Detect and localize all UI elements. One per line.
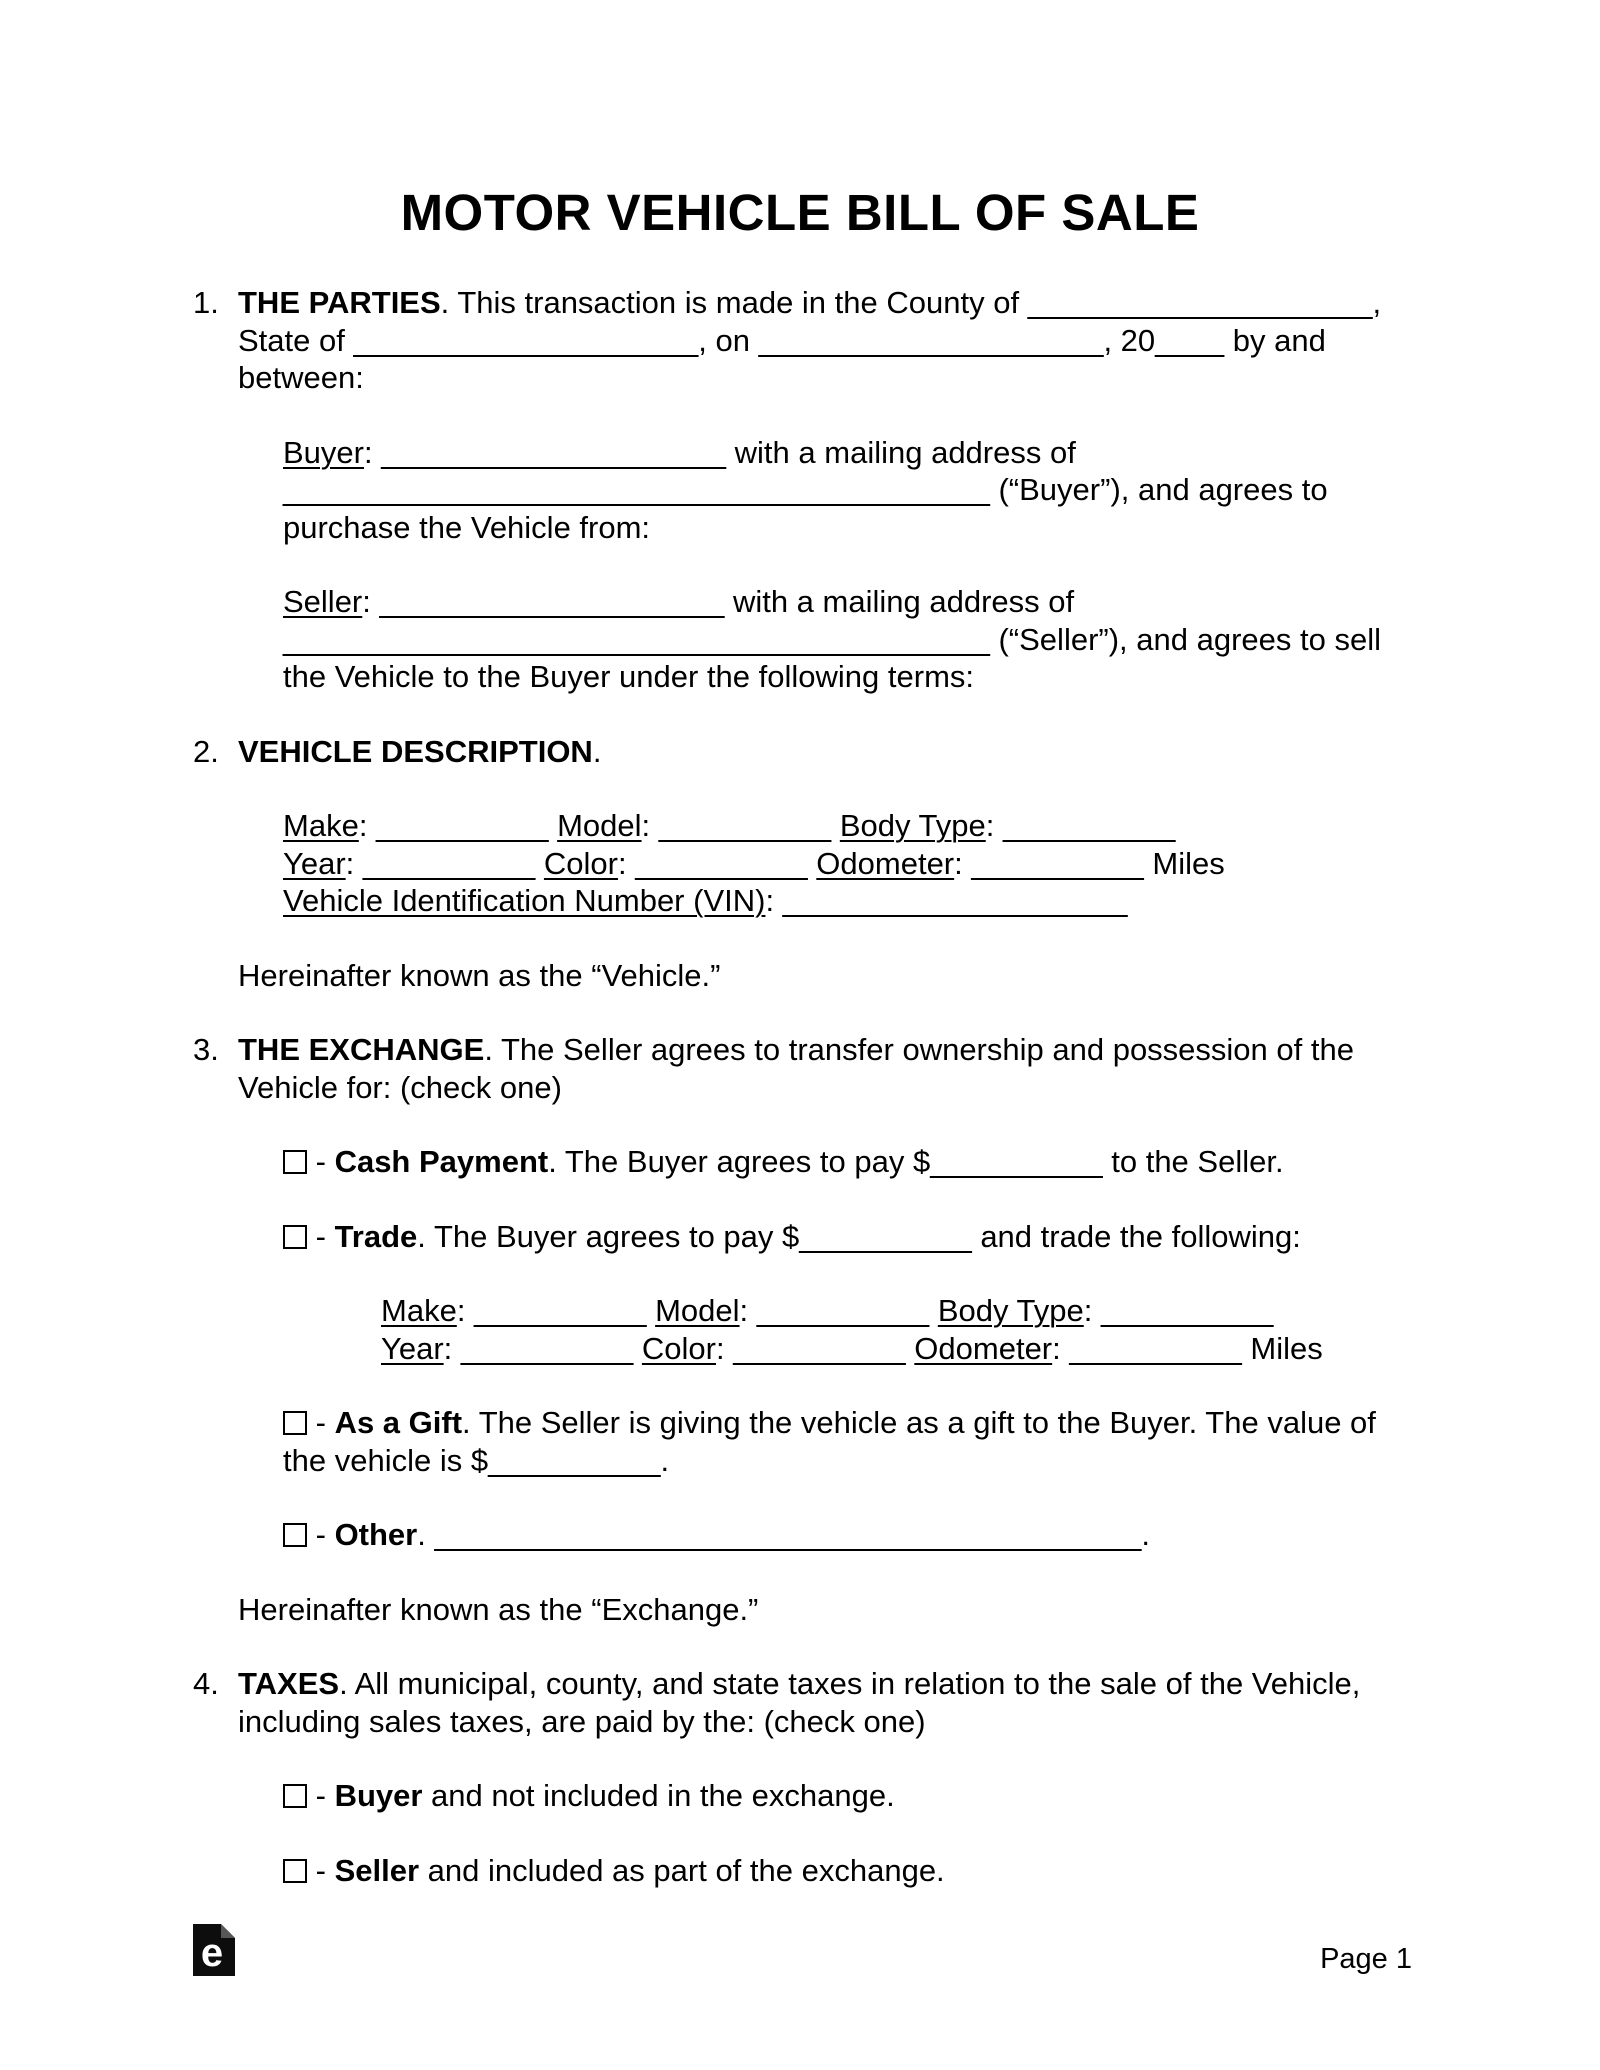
county-field[interactable]: ____________________ [1027,285,1373,320]
text-line [283,882,1412,920]
trade-body-type-label: Body Type [937,1293,1084,1328]
text-run: State of [238,322,354,358]
page-title: MOTOR VEHICLE BILL OF SALE [400,184,1200,241]
text-line [381,1292,1412,1330]
seller-name-field[interactable]: ____________________ [379,584,725,619]
text-run: with a mailing address of [724,584,1075,619]
text-run [906,1331,915,1366]
year-field[interactable]: ____ [1155,322,1225,358]
text-line [238,733,1412,771]
text-run [808,846,817,881]
trade-odometer-label: Odometer [914,1330,1053,1366]
trade-odometer-field[interactable]: __________ [1069,1330,1242,1366]
trade-option [283,1218,1412,1256]
trade-model-label: Model [655,1293,740,1328]
text-run: , [1372,285,1382,320]
text-run: : [954,845,972,881]
text-run [646,1293,655,1328]
taxes-seller-label: Seller [334,1852,420,1888]
text-run [633,1331,642,1366]
text-run: to the Seller. [1102,1144,1284,1179]
section-heading: TAXES [238,1666,340,1701]
text-run [535,846,544,881]
seller-address-field[interactable]: _________________________________________ [283,621,990,657]
trade-vehicle-fields [381,1292,1412,1367]
text-run: : [362,584,380,619]
text-run: . This transaction is made in the County of [440,285,1028,320]
make-label: Make [283,808,359,843]
hereinafter-exchange: Hereinafter known as the “Exchange.” [238,1591,759,1627]
taxes-buyer-checkbox[interactable] [283,1784,307,1808]
text-run: - [307,1405,335,1440]
section-number: 1. [193,285,219,320]
body-type-label: Body Type [839,808,986,843]
section-vehicle-description [188,733,1412,771]
text-run: . [660,1442,670,1478]
text-line [283,1442,1412,1480]
text-run: and not included in the exchange. [422,1778,895,1813]
text-run: : [739,1293,757,1328]
text-line [238,322,1412,360]
text-run: . The Seller is giving the vehicle as a gift to the Buyer. The value of [462,1405,1376,1440]
taxes-buyer-option [283,1777,1412,1815]
text-run: by and [1224,322,1326,358]
text-run: with a mailing address of [726,434,1076,470]
other-checkbox[interactable] [283,1523,307,1547]
text-line: purchase the Vehicle from: [283,509,651,545]
body-type-field[interactable]: __________ [1002,808,1176,843]
trade-color-field[interactable]: __________ [733,1330,906,1366]
gift-checkbox[interactable] [283,1411,307,1435]
trade-amount-field[interactable]: __________ [799,1218,972,1254]
gift-value-field[interactable]: __________ [488,1442,661,1478]
odometer-label: Odometer [816,845,955,881]
text-run [548,808,557,843]
text-line [283,583,1412,621]
text-run: : [363,434,382,470]
trade-make-field[interactable]: __________ [474,1293,647,1328]
text-line [283,471,1412,509]
vehicle-year-field[interactable]: __________ [362,845,536,881]
make-field[interactable]: __________ [376,808,549,843]
text-run: : [345,845,363,881]
cash-payment-option [283,1143,1412,1181]
odometer-field[interactable]: __________ [971,845,1144,881]
text-run: . [592,733,602,769]
trade-year-field[interactable]: __________ [460,1330,634,1366]
text-run: - [307,1218,335,1254]
section-taxes [188,1665,1412,1740]
text-line: the Vehicle to the Buyer under the following terms: [283,659,975,694]
section-exchange [188,1031,1412,1106]
other-field[interactable]: _________________________________________ [434,1517,1142,1552]
trade-label: Trade [334,1218,418,1254]
section-number: 2. [193,733,219,769]
section-number: 3. [193,1032,219,1067]
text-line [238,1031,1412,1069]
section-parties [188,284,1412,397]
gift-label: As a Gift [334,1405,463,1440]
vin-field[interactable]: ____________________ [782,883,1128,918]
text-run: . [417,1517,435,1552]
color-label: Color [543,845,619,881]
section-heading: VEHICLE DESCRIPTION [238,733,593,769]
gift-option [283,1404,1412,1479]
model-field[interactable]: __________ [658,808,832,843]
text-line [283,807,1412,845]
trade-make-label: Make [381,1293,457,1328]
taxes-buyer-label: Buyer [334,1778,423,1813]
text-run: : [1083,1293,1101,1328]
text-run: : [618,845,636,881]
text-run: . [1141,1517,1150,1552]
buyer-paragraph [283,434,1412,547]
cash-amount-field[interactable]: __________ [930,1144,1103,1179]
text-run: . The Buyer agrees to pay $ [417,1218,800,1254]
text-line [283,845,1412,883]
other-label: Other [334,1517,418,1552]
eforms-logo-icon [193,1924,235,1981]
text-run: the vehicle is $ [283,1442,489,1478]
trade-year-label: Year [381,1330,444,1366]
page-number: Page 1 [1320,1943,1412,1975]
color-field[interactable]: __________ [635,845,808,881]
state-field[interactable]: ____________________ [353,322,699,358]
trade-color-label: Color [641,1330,717,1366]
section-heading: THE EXCHANGE [238,1032,485,1067]
text-run [929,1293,938,1328]
document-body [188,182,1412,1926]
vehicle-fields [283,807,1412,920]
seller-paragraph [283,583,1412,696]
seller-label: Seller [283,584,363,619]
trade-model-field[interactable]: __________ [756,1293,930,1328]
model-label: Model [557,808,642,843]
date-field[interactable]: ____________________ [758,322,1104,358]
text-run: : [443,1330,461,1366]
text-line [283,621,1412,659]
text-run: , 20 [1103,322,1156,358]
text-run [831,808,840,843]
text-run: (“Buyer”), and agrees to [989,472,1328,507]
other-option [283,1516,1412,1554]
taxes-seller-option [283,1852,1412,1890]
text-run: (“Seller”), and agrees to sell [989,621,1381,657]
text-run: - [307,1517,335,1552]
taxes-seller-checkbox[interactable] [283,1859,307,1883]
buyer-name-field[interactable]: ____________________ [381,434,727,470]
text-run: . All municipal, county, and state taxes in relation to the sale of the Vehicle, [339,1666,1361,1701]
text-run: - [307,1144,335,1179]
text-run: , on [698,322,759,358]
text-run: and included as part of the exchange. [419,1852,945,1888]
text-line: including sales taxes, are paid by the: (check one) [238,1703,926,1739]
text-line [283,434,1412,472]
cash-checkbox[interactable] [283,1150,307,1174]
text-run: . The Buyer agrees to pay $ [548,1144,931,1179]
text-line [238,1665,1412,1703]
text-run: : [456,1293,475,1328]
text-run: and trade the following: [971,1218,1301,1254]
section-heading: THE PARTIES [238,285,441,320]
text-run: : [358,808,377,843]
buyer-label: Buyer [283,434,364,470]
text-line [381,1330,1412,1368]
buyer-address-field[interactable]: _________________________________________ [283,472,990,507]
hereinafter-vehicle: Hereinafter known as the “Vehicle.” [238,957,721,993]
text-run: : [985,808,1003,843]
text-line [283,1404,1412,1442]
cash-payment-label: Cash Payment [334,1144,549,1179]
miles-label: Miles [1241,1330,1323,1366]
year-label: Year [283,845,346,881]
vin-label: Vehicle Identification Number (VIN) [283,883,766,918]
text-run: : [641,808,659,843]
text-line [238,284,1412,322]
text-run: . The Seller agrees to transfer ownership and possession of the [484,1032,1354,1067]
miles-label: Miles [1143,845,1225,881]
trade-body-type-field[interactable]: __________ [1100,1293,1274,1328]
text-run: - [307,1852,335,1888]
trade-checkbox[interactable] [283,1225,307,1249]
text-run: : [765,883,783,918]
text-line: Vehicle for: (check one) [238,1069,562,1105]
text-run: : [1052,1330,1070,1366]
text-run: - [307,1778,335,1813]
section-number: 4. [193,1666,219,1701]
text-line: between: [238,360,364,395]
text-run: : [716,1330,734,1366]
logo-letter: e [200,1931,224,1975]
